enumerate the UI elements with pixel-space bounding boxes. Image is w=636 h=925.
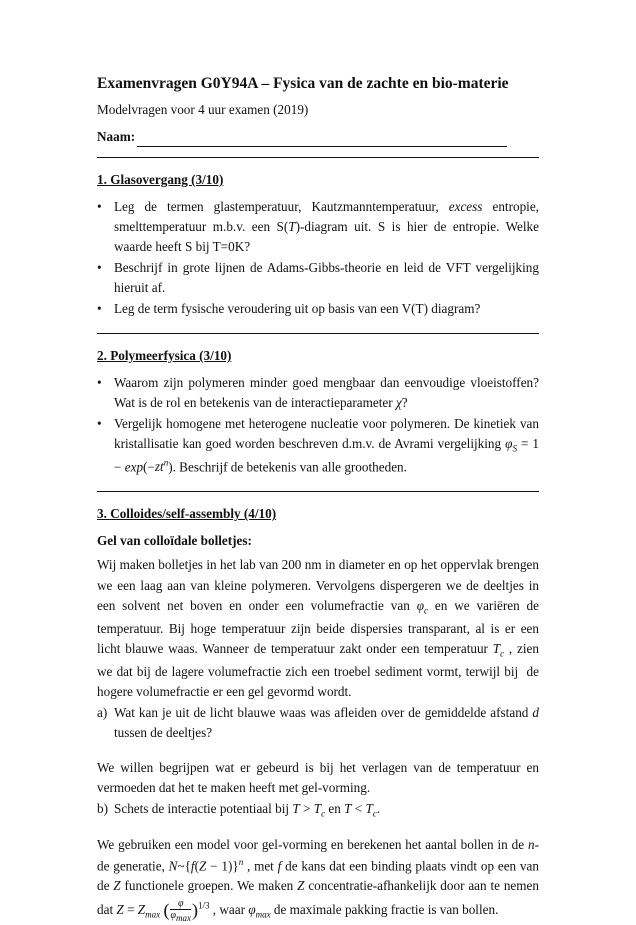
subsection-heading: Gel van colloïdale bolletjes: — [97, 532, 252, 548]
question-text-2-2: Vergelijk homogene met heterogene nucleatie voor polymeren. De kinetiek van kristallisatie kan goed worden beschreven d.m.v. de Avrami vergelijking $\varphi_S = 1 - \exp(-zt^n)$. Beschrijf de betekenis van alle grootheden. — [114, 415, 540, 474]
list-item — [97, 414, 539, 478]
paragraph-intro: Wij maken bolletjes in het lab van 200 nm in diameter en op het oppervlak brengen we een laag aan van kleine polymeren. Vervolgens dispergeren we de deeltjes in een solvent net boven en onder een volumefractie van $\varphi_c$ en we variëren de temperatuur. Bij hoge temperatuur zijn beide dispersies transparant, al is er een licht blauwe waas. Wanneer de temperatuur zakt onder een temperatuur $T_c$ , zien we dat bij de lagere volumefractie zich een troebel sediment vormt, terwijl bij de hogere volumefractie er een gel gevormd wordt. — [97, 557, 540, 700]
name-field — [97, 127, 539, 147]
paragraph-gel: We willen begrijpen wat er gebeurd is bij het verlagen van de temperatuur en vermoeden dat het te maken heeft met gel-vorming. — [97, 759, 539, 796]
question-list — [97, 197, 539, 320]
section-colloides — [97, 504, 539, 924]
section-glasovergang — [97, 170, 539, 319]
bullet-icon: • — [97, 198, 102, 214]
question-b-label: b) — [97, 800, 108, 816]
list-item — [97, 299, 539, 319]
question-list — [97, 373, 539, 478]
section-divider — [97, 333, 539, 334]
page-content — [97, 74, 539, 925]
question-text-1-3: Leg de term fysische veroudering uit op basis van een V(T) diagram? — [114, 300, 481, 316]
bullet-icon: • — [97, 415, 102, 431]
bullet-icon: • — [97, 374, 102, 390]
list-item — [97, 197, 539, 258]
section-divider — [97, 491, 539, 492]
section-heading: 3. Colloides/self-assembly (4/10) — [97, 506, 277, 522]
header-divider — [97, 157, 539, 158]
list-item — [97, 258, 539, 299]
name-label: Naam: — [97, 128, 136, 144]
bullet-icon: • — [97, 259, 102, 275]
name-blank-line — [137, 134, 507, 147]
question-text-1-2: Beschrijf in grote lijnen de Adams-Gibbs-theorie en leid de VFT vergelijking hieruit af. — [114, 259, 539, 296]
page-title: Examenvragen G0Y94A – Fysica van de zachte en bio-materie — [97, 75, 509, 92]
question-a-text: Wat kan je uit de licht blauwe waas was afleiden over de gemiddelde afstand d tussen de deeltjes? — [114, 704, 539, 741]
question-b — [97, 799, 539, 822]
list-item — [97, 373, 539, 414]
question-a — [97, 703, 539, 744]
question-a-label: a) — [97, 704, 108, 720]
question-text-1-1: Leg de termen glastemperatuur, Kautzmanntemperatuur, excess entropie, smelttemperatuur m.b.v. een S(T)-diagram uit. S is hier de entropie. Welke waarde heeft S bij T=0K? — [114, 198, 539, 255]
paragraph-model: We gebruiken een model voor gel-vorming en berekenen het aantal bollen in de n-de generatie, N~{f(Z − 1)}$^n$ , met f de kans dat een binding plaats vindt op een van de Z functionele groepen. We maken Z concentratie-afhankelijk door aan te nemen dat $Z = Z_{max}$ ( $\frac{\varphi}{\varphi_{max}}$ )$^{1/3}$ , waar $\varphi_{max}$ de maximale pakking fractie is van bollen. — [97, 837, 539, 923]
bullet-icon: • — [97, 300, 102, 316]
section-heading: 2. Polymeerfysica (3/10) — [97, 348, 232, 364]
question-text-2-1: Waarom zijn polymeren minder goed mengbaar dan eenvoudige vloeistoffen? Wat is de rol en betekenis van de interactieparameter χ? — [114, 374, 539, 411]
question-b-text: Schets de interactie potentiaal bij $T > T_c$ en $T < T_c$. — [114, 800, 381, 819]
page-subtitle: Modelvragen voor 4 uur examen (2019) — [97, 102, 309, 118]
section-polymeerfysica — [97, 346, 539, 477]
section-heading: 1. Glasovergang (3/10) — [97, 172, 224, 188]
